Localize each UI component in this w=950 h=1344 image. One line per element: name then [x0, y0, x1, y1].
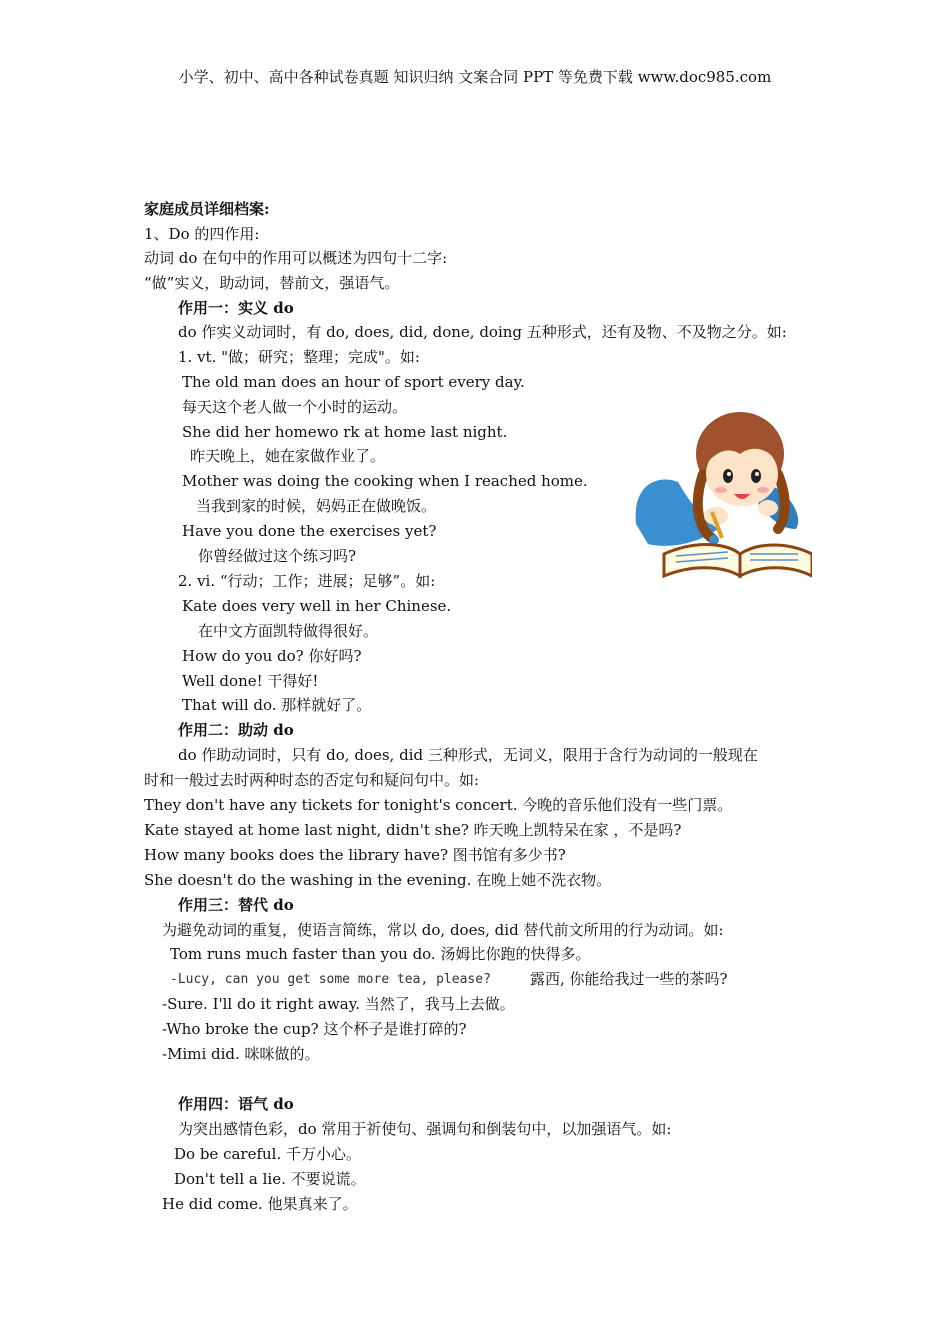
example-zh: 昨天晚上，她在家做作业了。	[190, 447, 386, 465]
function-heading-4: 作用四：语气 do	[178, 1095, 294, 1113]
example-en-mono: -Lucy, can you get some more tea, please?	[170, 972, 491, 987]
example-line: -Sure. I'll do it right away. 当然了，我马上去做。	[162, 995, 515, 1013]
example-line: Kate stayed at home last night, didn't she? 昨天晚上凯特呆在家 ，不是吗?	[144, 821, 682, 839]
example-zh: 露西, 你能给我过一些的茶吗?	[530, 970, 728, 988]
section-heading: 1、Do 的四作用:	[144, 225, 260, 243]
example-zh: 每天这个老人做一个小时的运动。	[182, 398, 408, 416]
text-line: 2. vi. “行动；工作；进展；足够”。如:	[178, 572, 436, 590]
text-line: do 作实义动词时，有 do, does, did, done, doing 五种形式，还有及物、不及物之分。如:	[178, 323, 787, 341]
example-zh: 当我到家的时候，妈妈正在做晚饭。	[196, 497, 437, 515]
example-line: Well done! 干得好!	[182, 672, 319, 690]
example-en: Have you done the exercises yet?	[182, 522, 437, 540]
text-line: 为突出感情色彩，do 常用于祈使句、强调句和倒装句中，以加强语气。如:	[178, 1120, 672, 1138]
example-line: How many books does the library have? 图书馆有多少书?	[144, 846, 566, 864]
example-zh: 在中文方面凯特做得很好。	[198, 622, 379, 640]
example-en: She did her homewo rk at home last night.	[182, 423, 508, 441]
example-zh: 你曾经做过这个练习吗?	[198, 547, 357, 565]
example-line: Tom runs much faster than you do. 汤姆比你跑的快得多。	[170, 945, 591, 963]
example-line: He did come. 他果真来了。	[162, 1195, 358, 1213]
girl-reading-illustration	[628, 404, 812, 586]
text-line: 动词 do 在句中的作用可以概述为四句十二字:	[144, 249, 448, 267]
example-line: That will do. 那样就好了。	[182, 696, 372, 714]
doc-title: 家庭成员详细档案:	[144, 200, 270, 218]
example-line: She doesn't do the washing in the evening. 在晚上她不洗衣物。	[144, 871, 612, 889]
function-heading-1: 作用一：实义 do	[178, 299, 294, 317]
example-line: -Mimi did. 咪咪做的。	[162, 1045, 320, 1063]
text-line: 为避免动词的重复，使语言简练，常以 do, does, did 替代前文所用的行为动词。如:	[162, 921, 724, 939]
example-line: -Who broke the cup? 这个杯子是谁打碎的?	[162, 1020, 467, 1038]
text-line: “做”实义，助动词，替前文，强语气。	[144, 274, 400, 292]
function-heading-3: 作用三：替代 do	[178, 896, 294, 914]
text-line: 1. vt. "做；研究；整理；完成"。如:	[178, 348, 420, 366]
example-line: They don't have any tickets for tonight's concert. 今晚的音乐他们没有一些门票。	[144, 796, 733, 814]
function-heading-2: 作用二：助动 do	[178, 721, 294, 739]
example-line: How do you do? 你好吗?	[182, 647, 362, 665]
example-line: Do be careful. 千万小心。	[174, 1145, 362, 1163]
example-en: Mother was doing the cooking when I reached home.	[182, 472, 588, 490]
example-en: Kate does very well in her Chinese.	[182, 597, 452, 615]
example-en: The old man does an hour of sport every day.	[182, 373, 525, 391]
page-header: 小学、初中、高中各种试卷真题 知识归纳 文案合同 PPT 等免费下载 www.doc985.com	[178, 68, 772, 86]
text-line: 时和一般过去时两种时态的否定句和疑问句中。如:	[144, 771, 480, 789]
example-line: Don't tell a lie. 不要说谎。	[174, 1170, 366, 1188]
text-line: do 作助动词时，只有 do, does, did 三种形式，无词义，限用于含行为动词的一般现在	[178, 746, 758, 764]
